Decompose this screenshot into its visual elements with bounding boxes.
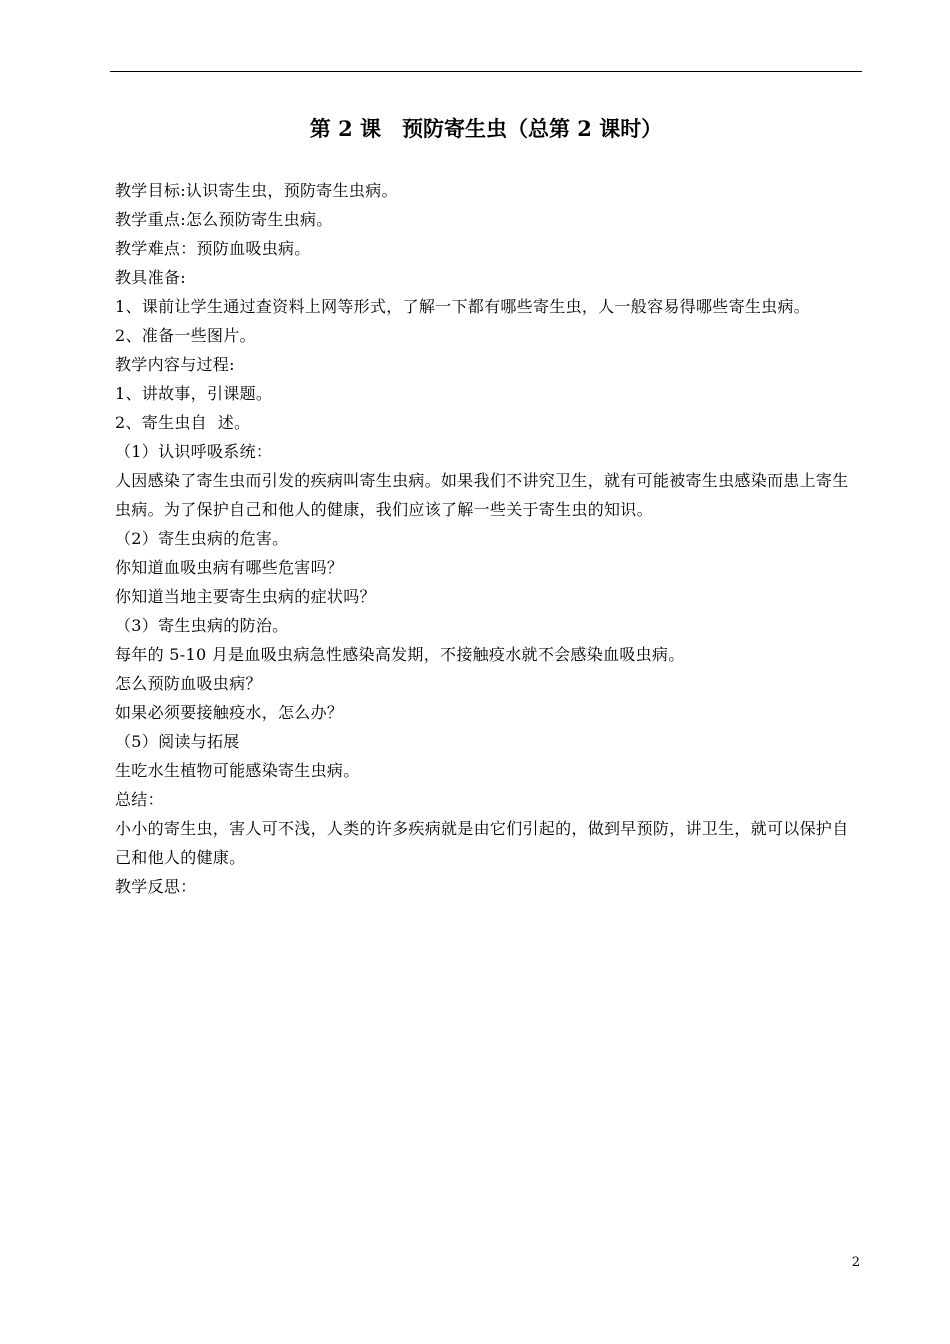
- body-line: 2、寄生虫自 述。: [115, 413, 251, 432]
- lesson-title: 第 2 课 预防寄生虫（总第 2 课时）: [309, 116, 663, 141]
- body-line: （5）阅读与拓展: [115, 732, 240, 751]
- body-line: （3）寄生虫病的防治。: [115, 616, 289, 635]
- body-line: 教具准备:: [115, 268, 186, 287]
- body-line: 每年的 5-10 月是血吸虫病急性感染高发期，不接触疫水就不会感染血吸虫病。: [115, 645, 685, 664]
- body-line: 1、课前让学生通过查资料上网等形式，了解一下都有哪些寄生虫，人一般容易得哪些寄生虫病。: [115, 297, 811, 316]
- body-line: 1、讲故事，引课题。: [115, 384, 273, 403]
- body-line: （2）寄生虫病的危害。: [115, 529, 289, 548]
- lesson-body: [115, 176, 860, 901]
- body-line: 你知道血吸虫病有哪些危害吗？: [115, 558, 344, 577]
- body-line: 生吃水生植物可能感染寄生虫病。: [115, 761, 360, 780]
- body-line: 怎么预防血吸虫病？: [115, 674, 262, 693]
- body-line: 你知道当地主要寄生虫病的症状吗？: [115, 587, 376, 606]
- body-line: 小小的寄生虫，害人可不浅，人类的许多疾病就是由它们引起的，做到早预防，讲卫生，就可以保护自己和他人的健康。: [115, 819, 849, 867]
- body-line: 如果必须要接触疫水，怎么办？: [115, 703, 344, 722]
- body-line: 教学难点：预防血吸虫病。: [115, 239, 311, 258]
- body-line: 教学内容与过程:: [115, 355, 235, 374]
- page-number: 2: [851, 1255, 860, 1270]
- body-line: 教学反思：: [115, 877, 197, 896]
- body-line: 总结：: [115, 790, 164, 809]
- body-line: 人因感染了寄生虫而引发的疾病叫寄生虫病。如果我们不讲究卫生，就有可能被寄生虫感染而患上寄生虫病。为了保护自己和他人的健康，我们应该了解一些关于寄生虫的知识。: [115, 471, 849, 519]
- body-line: （1）认识呼吸系统：: [115, 442, 273, 461]
- body-line: 教学重点:怎么预防寄生虫病。: [115, 210, 333, 229]
- body-line: 教学目标:认识寄生虫，预防寄生虫病。: [115, 181, 398, 200]
- body-line: 2、准备一些图片。: [115, 326, 256, 345]
- header-rule: [110, 71, 862, 72]
